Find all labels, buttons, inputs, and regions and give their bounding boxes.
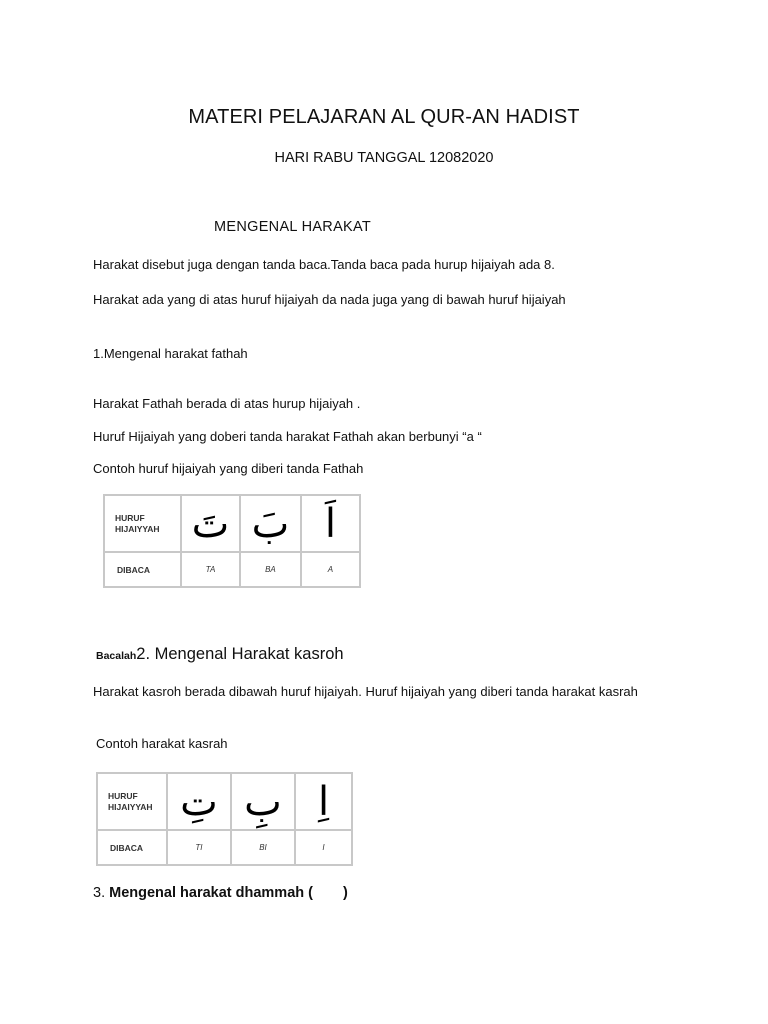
section-3-number: 3. — [93, 885, 106, 901]
section-2-prefix: Bacalah — [96, 650, 137, 662]
reading-i: I — [295, 830, 352, 865]
reading-label: DIBACA — [104, 552, 181, 587]
section-2-example-label: Contoh harakat kasrah — [96, 736, 228, 751]
arabic-letter-alif-kasrah: اِ — [317, 778, 330, 825]
section-1-heading: 1.Mengenal harakat fathah — [93, 346, 248, 361]
letter-cell — [181, 495, 240, 552]
reading-ti: TI — [167, 830, 231, 865]
letter-cell — [301, 495, 360, 552]
section-3-closing: ) — [342, 885, 348, 901]
intro-paragraph-1: Harakat disebut juga dengan tanda baca.Tanda baca pada hurup hijaiyah ada 8. — [93, 257, 555, 272]
section-2-paragraph: Harakat kasroh berada dibawah huruf hijaiyah. Huruf hijaiyah yang diberi tanda harakat kasrah — [93, 684, 638, 699]
document-title: MATERI PELAJARAN AL QUR-AN HADIST — [188, 106, 580, 128]
section-2-heading: 2. Mengenal Harakat kasroh — [136, 645, 344, 663]
table-row-label — [97, 773, 167, 830]
section-2-heading-line — [96, 645, 344, 664]
letter-cell — [231, 773, 295, 830]
letters-label: HURUF HIJAIYYAH — [115, 512, 160, 534]
reading-label: DIBACA — [97, 830, 167, 865]
arabic-letter-ba-fathah: بَ — [251, 500, 290, 547]
arabic-letter-ta-fathah: تَ — [191, 500, 230, 547]
letters-label: HURUF HIJAIYYAH — [108, 790, 153, 812]
letter-cell — [295, 773, 352, 830]
arabic-letter-ba-kasrah: بِ — [244, 778, 282, 825]
letter-cell — [167, 773, 231, 830]
reading-ba: BA — [240, 552, 301, 587]
fathah-table — [103, 494, 361, 588]
arabic-letter-ta-kasrah: تِ — [180, 778, 218, 825]
kasrah-table — [96, 772, 353, 866]
section-3-heading — [93, 885, 348, 901]
section-3-title: Mengenal harakat dhammah ( — [109, 885, 313, 901]
intro-paragraph-2: Harakat ada yang di atas huruf hijaiyah da nada juga yang di bawah huruf hijaiyah — [93, 292, 566, 307]
reading-ta: TA — [181, 552, 240, 587]
reading-a: A — [301, 552, 360, 587]
arabic-letter-alif-fathah: اَ — [324, 500, 336, 547]
section-1-line-3: Contoh huruf hijaiyah yang diberi tanda Fathah — [93, 461, 364, 476]
section-1-line-2: Huruf Hijaiyah yang doberi tanda harakat Fathah akan berbunyi “a “ — [93, 429, 482, 444]
letter-cell — [240, 495, 301, 552]
table-row-label — [104, 495, 181, 552]
section-heading: MENGENAL HARAKAT — [214, 219, 372, 235]
reading-bi: BI — [231, 830, 295, 865]
section-1-line-1: Harakat Fathah berada di atas hurup hijaiyah . — [93, 396, 361, 411]
document-date: HARI RABU TANGGAL 12082020 — [274, 150, 494, 166]
